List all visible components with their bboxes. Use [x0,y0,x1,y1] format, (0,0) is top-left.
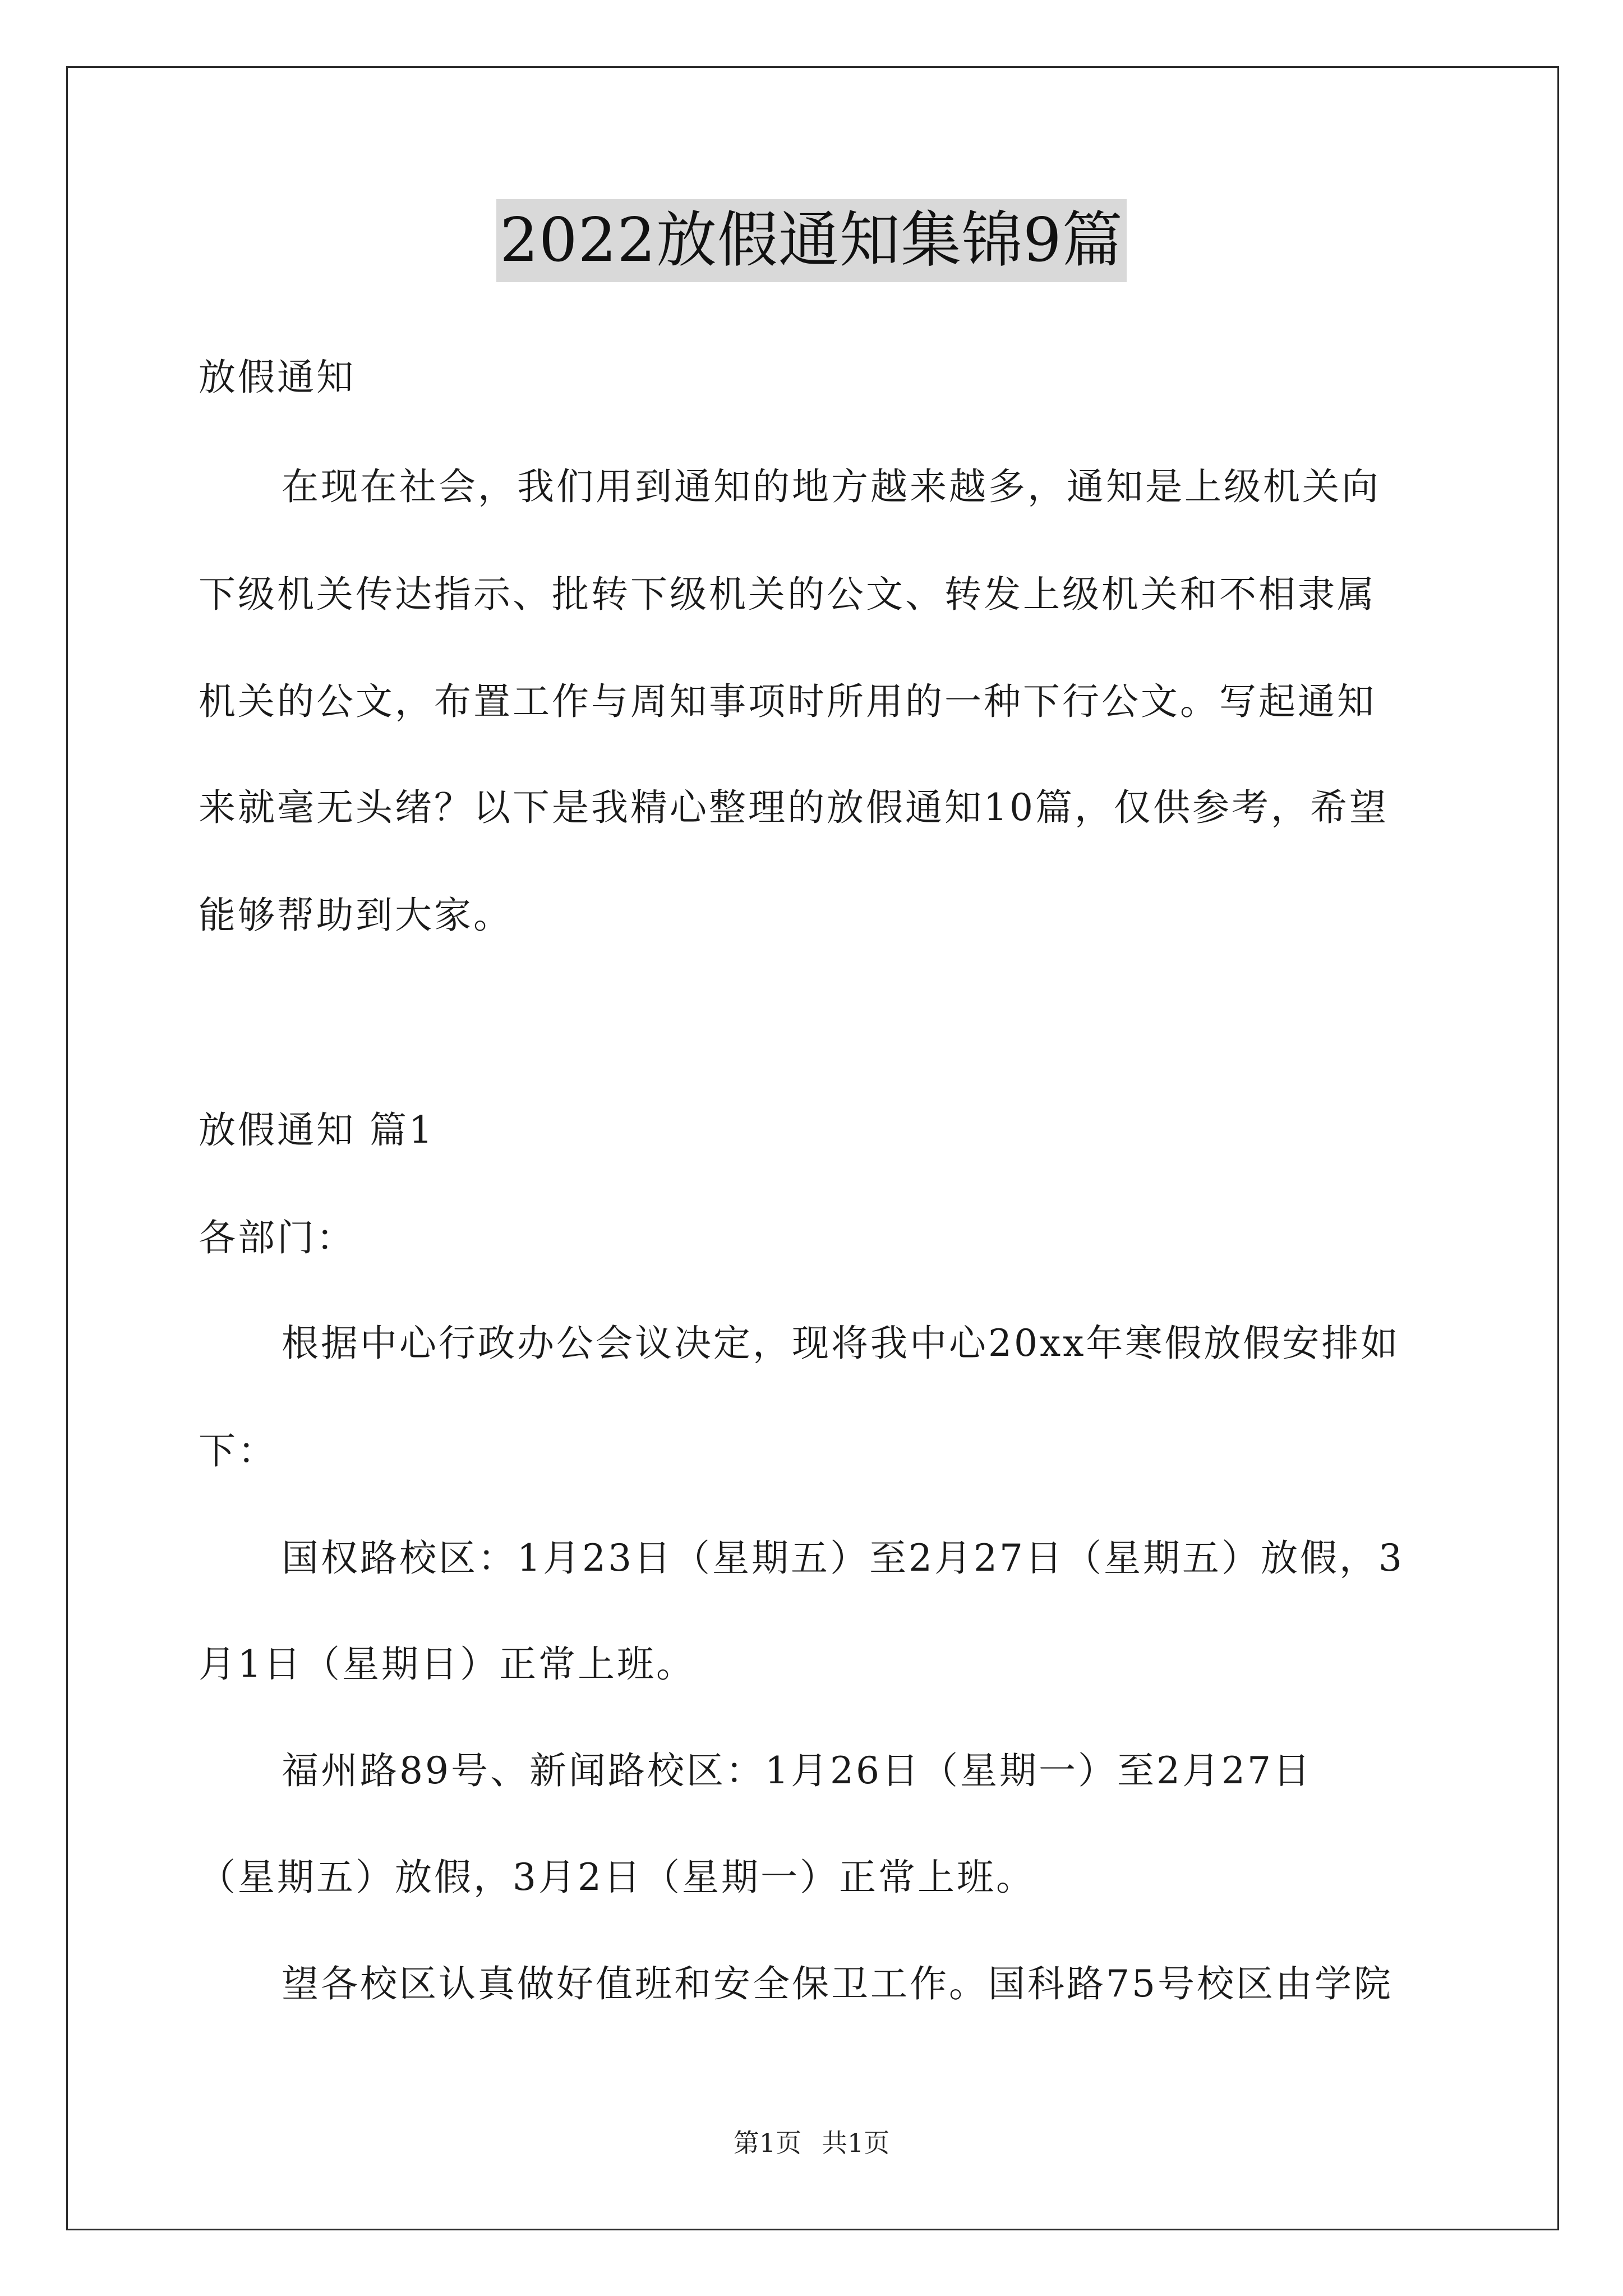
page-total: 共1页 [822,2128,890,2158]
paragraph-line: 下级机关传达指示、批转下级机关的公文、转发上级机关和不相隶属 [199,573,1376,616]
paragraph-line: 望各校区认真做好值班和安全保卫工作。国科路75号校区由学院 [282,1962,1393,2005]
section-heading-1: 放假通知 篇1 [199,1108,435,1152]
page-number: 第1页 [733,2128,801,2158]
section-heading: 放假通知 [199,356,356,399]
title-container [0,199,1623,282]
document-title: 2022放假通知集锦9篇 [496,199,1127,282]
paragraph-line: 福州路89号、新闻路校区：1月26日（星期一）至2月27日 [282,1749,1312,1792]
paragraph-line: 能够帮助到大家。 [199,894,513,937]
paragraph-line: 在现在社会，我们用到通知的地方越来越多，通知是上级机关向 [282,465,1381,508]
paragraph-line: 机关的公文，布置工作与周知事项时所用的一种下行公文。写起通知 [199,680,1376,723]
paragraph-line: 下： [199,1429,277,1473]
page-footer [0,2126,1623,2160]
paragraph-line: 国权路校区：1月23日（星期五）至2月27日（星期五）放假，3 [282,1536,1404,1580]
paragraph-line: 来就毫无头绪？以下是我精心整理的放假通知10篇，仅供参考，希望 [199,786,1389,829]
salutation: 各部门： [199,1216,356,1259]
paragraph-line: 月1日（星期日）正常上班。 [199,1642,695,1686]
paragraph-line: （星期五）放假，3月2日（星期一）正常上班。 [199,1856,1035,1899]
paragraph-line: 根据中心行政办公会议决定，现将我中心20xx年寒假放假安排如 [282,1322,1400,1365]
